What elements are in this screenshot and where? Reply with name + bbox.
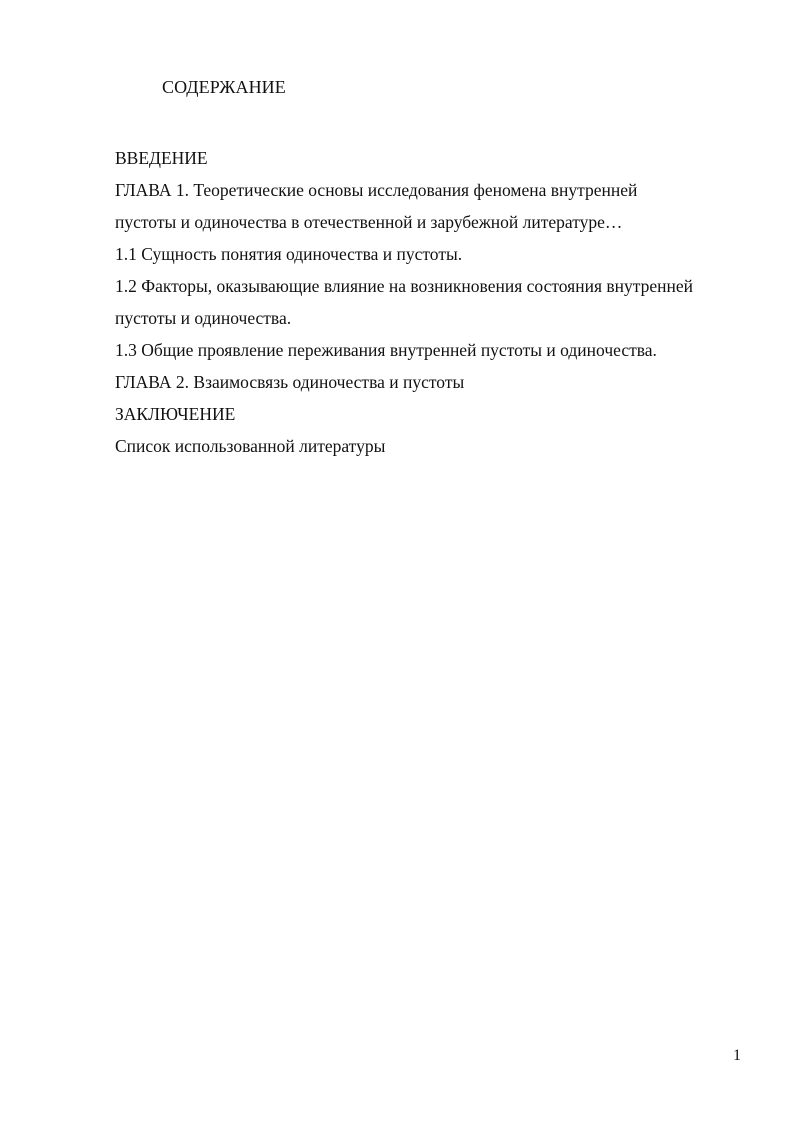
toc-entry-chapter-2: ГЛАВА 2. Взаимосвязь одиночества и пустоты xyxy=(115,372,465,392)
toc-entry-introduction: ВВЕДЕНИЕ xyxy=(115,148,208,168)
toc-heading: СОДЕРЖАНИЕ xyxy=(162,77,286,97)
toc-entry-conclusion: ЗАКЛЮЧЕНИЕ xyxy=(115,404,236,424)
table-of-contents xyxy=(115,142,755,462)
toc-entry-section-1-2-continued: пустоты и одиночества. xyxy=(115,308,292,328)
toc-entry-chapter-1: ГЛАВА 1. Теоретические основы исследования феномена внутренней xyxy=(115,180,638,200)
toc-entry-section-1-3: 1.3 Общие проявление переживания внутренней пустоты и одиночества. xyxy=(115,340,657,360)
toc-entry-section-1-2: 1.2 Факторы, оказывающие влияние на возникновения состояния внутренней xyxy=(115,276,693,296)
toc-entry-references: Список использованной литературы xyxy=(115,436,386,456)
toc-entry-chapter-1-continued: пустоты и одиночества в отечественной и зарубежной литературе… xyxy=(115,212,623,232)
page-number: 1 xyxy=(733,1047,741,1064)
toc-entry-section-1-1: 1.1 Сущность понятия одиночества и пустоты. xyxy=(115,244,463,264)
